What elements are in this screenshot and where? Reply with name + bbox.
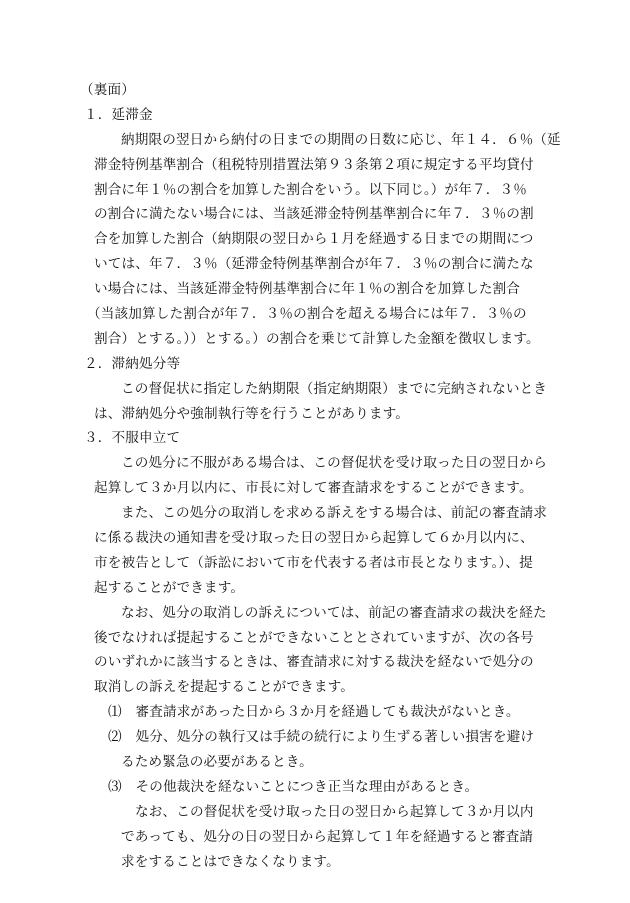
list-item-3	[80, 775, 573, 800]
page-header: （裏面）	[80, 82, 135, 98]
text-line: のいずれかに該当するときは、審査請求に対する裁決を経ないで処分の	[94, 654, 534, 671]
text-line: 合を加算した割合（納期限の翌日から１月を経過する日までの期間につ	[94, 231, 534, 248]
text-line: は、滞納処分や強制執行等を行うことがあります。	[94, 405, 410, 422]
section-title-delinquency: ２．滞納処分等	[84, 355, 181, 372]
document-page	[80, 78, 573, 875]
text-line: 起算して３か月以内に、市長に対して審査請求をすることができます。	[94, 480, 533, 497]
text-line: に係る裁決の通知書を受け取った日の翌日から起算して６か月以内に、	[94, 530, 534, 547]
text-line: 起することができます。	[94, 579, 245, 596]
section-title-appeal: ３．不服申立て	[84, 430, 181, 447]
list-item-number: ⑵	[108, 729, 122, 746]
text-line: なお、処分の取消しの訴えについては、前記の審査請求の裁決を経た	[121, 604, 547, 621]
text-line: 滞金特例基準割合（租税特別措置法第９３条第２項に規定する平均貸付	[94, 156, 534, 173]
text-line: 割合に年１％の割合を加算した割合をいう。以下同じ。）が年７．３％	[94, 181, 527, 198]
text-line: いては、年７．３％（延滞金特例基準割合が年７．３％の割合に満たな	[94, 256, 534, 273]
text-line: 割合）とする。））とする。）の割合を乗じて計算した金額を徴収します。	[94, 330, 540, 347]
text-line: 取消しの訴えを提起することができます。	[94, 679, 355, 696]
list-item-2	[80, 725, 573, 750]
text-line: 後でなければ提起することができないこととされていますが、次の各号	[94, 629, 534, 646]
text-line: また、この処分の取消しを求める訴えをする場合は、前記の審査請求	[121, 505, 548, 522]
text-line: い場合には、当該延滞金特例基準割合に年１％の割合を加算した割合	[94, 281, 521, 298]
text-line: であっても、処分の日の翌日から起算して１年を経過すると審査請	[121, 828, 534, 845]
list-item-text: 審査請求があった日から３か月を経過しても裁決がないとき。	[135, 704, 520, 721]
text-line: 求をすることはできなくなります。	[121, 853, 340, 870]
text-line: なお、この督促状を受け取った日の翌日から起算して３か月以内	[135, 803, 534, 820]
list-item-1	[80, 700, 573, 725]
list-item-number: ⑴	[108, 704, 122, 721]
text-line: の割合に満たない場合には、当該延滞金特例基準割合に年７．３％の割	[94, 206, 534, 223]
text-line: この督促状に指定した納期限（指定納期限）までに完納されないとき	[121, 380, 548, 397]
text-line: （当該加算した割合が年７．３％の割合を超える場合には年７．３％の	[87, 306, 527, 323]
list-item-number: ⑶	[108, 778, 122, 795]
list-item-continuation: るため緊急の必要があるとき。	[121, 754, 313, 771]
text-line: 市を被告として（訴訟において市を代表する者は市長となります。）、提	[94, 554, 533, 571]
list-item-text: その他裁決を経ないことにつき正当な理由があるとき。	[135, 778, 479, 795]
section-title-late-fee: １．延滞金	[84, 106, 153, 123]
text-line: 納期限の翌日から納付の日までの期間の日数に応じ、年１４．６％（延	[121, 131, 561, 148]
text-line: この処分に不服がある場合は、この督促状を受け取った日の翌日から	[121, 455, 548, 472]
list-item-text: 処分、処分の執行又は手続の続行により生ずる著しい損害を避け	[135, 729, 535, 746]
